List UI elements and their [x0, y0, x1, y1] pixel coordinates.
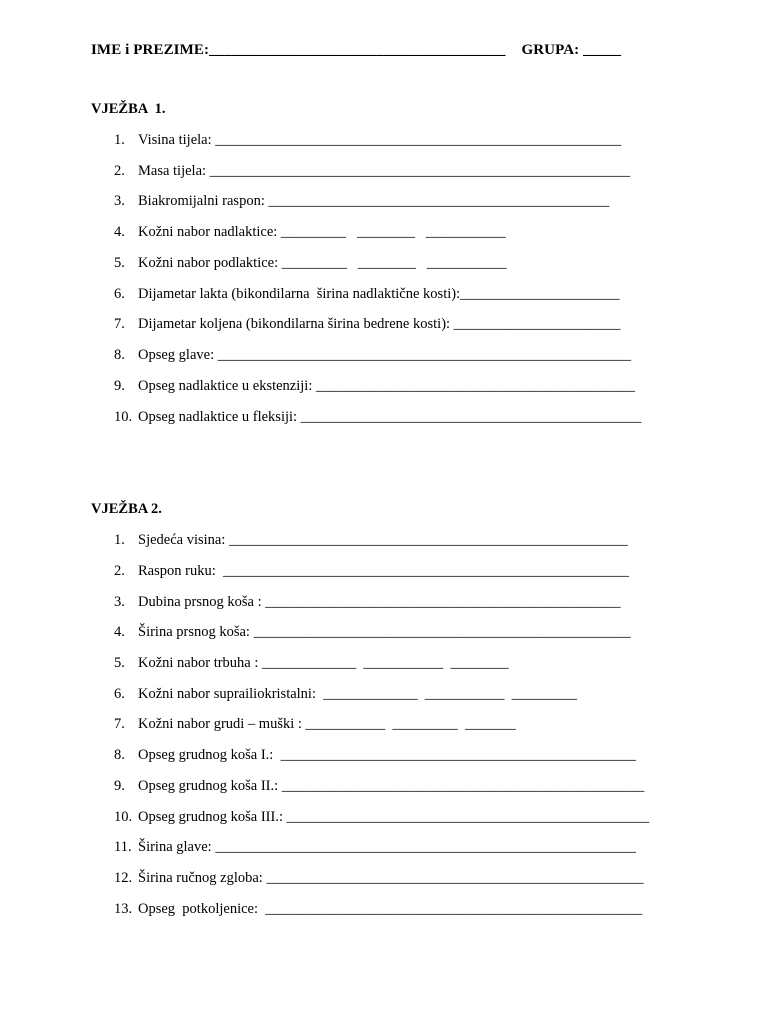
- item-text: Visina tijela: ________________________________________________________: [138, 132, 622, 148]
- item-number: 8.: [114, 347, 125, 363]
- group-field-label: GRUPA: _____: [521, 42, 622, 58]
- item-number: 2.: [114, 163, 125, 179]
- item-text: Kožni nabor nadlaktice: _________ ________ ___________: [138, 224, 506, 240]
- name-field-label: IME i PREZIME:_______________________________________: [91, 42, 506, 58]
- section-1-title: VJEŽBA 1.: [91, 101, 166, 117]
- item-text: Širina glave: __________________________________________________________: [138, 839, 636, 855]
- item-number: 9.: [114, 378, 125, 394]
- item-text: Širina prsnog koša: ____________________________________________________: [138, 624, 631, 640]
- item-text: Kožni nabor trbuha : _____________ ___________ ________: [138, 655, 509, 671]
- item-number: 5.: [114, 655, 125, 671]
- item-text: Opseg potkoljenice: ____________________________________________________: [138, 901, 643, 917]
- item-text: Raspon ruku: ________________________________________________________: [138, 563, 629, 579]
- item-number: 8.: [114, 747, 125, 763]
- item-text: Biakromijalni raspon: _______________________________________________: [138, 193, 610, 209]
- item-text: Masa tijela: __________________________________________________________: [138, 163, 631, 179]
- item-text: Kožni nabor grudi – muški : ___________ _________ _______: [138, 716, 516, 732]
- item-number: 4.: [114, 224, 125, 240]
- item-text: Dijametar koljena (bikondilarna širina bedrene kosti): _______________________: [138, 316, 621, 332]
- item-number: 2.: [114, 563, 125, 579]
- item-number: 6.: [114, 686, 125, 702]
- item-text: Dubina prsnog koša : _________________________________________________: [138, 594, 621, 610]
- item-number: 3.: [114, 193, 125, 209]
- section-2-title: VJEŽBA 2.: [91, 501, 162, 517]
- item-text: Opseg nadlaktice u fleksiji: _______________________________________________: [138, 409, 642, 425]
- item-number: 5.: [114, 255, 125, 271]
- item-number: 3.: [114, 594, 125, 610]
- item-number: 10.: [114, 809, 133, 825]
- item-number: 7.: [114, 316, 125, 332]
- item-text: Kožni nabor podlaktice: _________ ________ ___________: [138, 255, 507, 271]
- item-number: 1.: [114, 132, 125, 148]
- item-text: Sjedeća visina: _______________________________________________________: [138, 532, 628, 548]
- item-number: 1.: [114, 532, 125, 548]
- item-text: Opseg nadlaktice u ekstenziji: ____________________________________________: [138, 378, 635, 394]
- item-text: Opseg grudnog koša I.: _________________________________________________: [138, 747, 636, 763]
- item-text: Opseg grudnog koša II.: __________________________________________________: [138, 778, 645, 794]
- item-number: 11.: [114, 839, 132, 855]
- item-number: 10.: [114, 409, 133, 425]
- item-text: Širina ručnog zgloba: ____________________________________________________: [138, 870, 644, 886]
- item-number: 13.: [114, 901, 133, 917]
- item-number: 9.: [114, 778, 125, 794]
- item-number: 6.: [114, 286, 125, 302]
- item-text: Opseg grudnog koša III.: __________________________________________________: [138, 809, 650, 825]
- item-number: 4.: [114, 624, 125, 640]
- item-text: Kožni nabor suprailiokristalni: _____________ ___________ _________: [138, 686, 577, 702]
- item-number: 12.: [114, 870, 133, 886]
- header-line: [91, 42, 621, 59]
- item-number: 7.: [114, 716, 125, 732]
- item-text: Dijametar lakta (bikondilarna širina nadlaktične kosti):______________________: [138, 286, 620, 302]
- item-text: Opseg glave: _________________________________________________________: [138, 347, 631, 363]
